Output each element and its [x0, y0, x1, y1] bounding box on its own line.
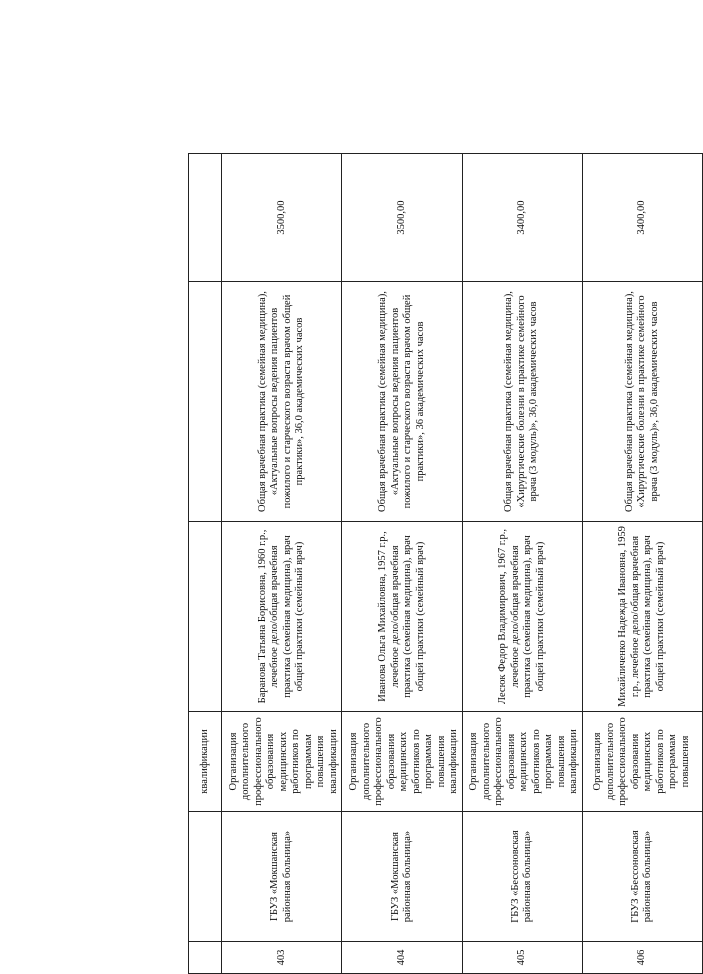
- table-row: [222, 154, 342, 974]
- employee-cell: Лесюк Федор Владимирович, 1967 г.р., лечебное дело/общая врачебная практика (семейная медицина), врач общей практики (семейный врач): [462, 522, 582, 712]
- header-cell-type: [189, 712, 222, 812]
- activity-type-text: Организация дополнительного профессионального образования медицинских работников по программам повышения: [592, 717, 691, 806]
- employee-cell: Иванова Ольга Михайловна, 1957 г.р., лечебное дело/общая врачебная практика (семейная медицина), врач общей практики (семейный врач): [342, 522, 462, 712]
- payments-table: [188, 153, 703, 974]
- organization-cell: ГБУЗ «Бессоновская районная больница»: [582, 812, 702, 942]
- header-cell-who: [189, 522, 222, 712]
- activity-type-text: Организация дополнительного профессионального образования медицинских работников по программам повышения квалификации: [227, 717, 339, 806]
- program-cell: Общая врачебная практика (семейная медицина), «Актуальные вопросы ведения пациентов пожилого и старческого возраста врачом общей практики», 36 академических часов: [342, 282, 462, 522]
- program-cell: Общая врачебная практика (семейная медицина), «Хирургические болезни в практике семейного врача (3 модуль)», 36,0 академических часов: [582, 282, 702, 522]
- table-row: [342, 154, 462, 974]
- activity-type-text: Организация дополнительного профессионального образования медицинских работников по программам повышения квалификации: [348, 717, 460, 806]
- organization-cell: ГБУЗ «Бессоновская районная больница»: [462, 812, 582, 942]
- table-row: [582, 154, 702, 974]
- header-cell-org: [189, 812, 222, 942]
- amount-cell: 3500,00: [222, 154, 342, 282]
- program-cell: Общая врачебная практика (семейная медицина), «Хирургические болезни в практике семейного врача (3 модуль)», 36,0 академических часов: [462, 282, 582, 522]
- program-cell: Общая врачебная практика (семейная медицина), «Актуальные вопросы ведения пациентов пожилого и старческого возраста врачом общей практики», 36,0 академических часов: [222, 282, 342, 522]
- amount-cell: 3400,00: [582, 154, 702, 282]
- table-header-continuation: [189, 154, 222, 974]
- amount-cell: 3400,00: [462, 154, 582, 282]
- rotated-table-wrapper: [188, 154, 703, 974]
- activity-type-cell: [342, 712, 462, 812]
- employee-cell: Баранова Татьяна Борисовна, 1960 г.р., лечебное дело/общая врачебная практика (семейная медицина), врач общей практики (семейный врач): [222, 522, 342, 712]
- table-row: [462, 154, 582, 974]
- activity-type-cell: [462, 712, 582, 812]
- organization-cell: ГБУЗ «Мокшанская районная больница»: [342, 812, 462, 942]
- header-cell-sum: [189, 154, 222, 282]
- organization-cell: ГБУЗ «Мокшанская районная больница»: [222, 812, 342, 942]
- header-type-tail: квалификации: [198, 729, 210, 794]
- header-cell-num: [189, 942, 222, 974]
- activity-type-cell: [582, 712, 702, 812]
- activity-type-cell: [222, 712, 342, 812]
- activity-type-text: Организация дополнительного профессионального образования медицинских работников по программам повышения квалификации: [468, 717, 580, 806]
- employee-cell: Михайличенко Надежда Ивановна, 1959 г.р., лечебное дело/общая врачебная практика (семейная медицина), врач общей практики (семейный врач): [582, 522, 702, 712]
- row-number: 404: [342, 942, 462, 974]
- header-cell-program: [189, 282, 222, 522]
- row-number: 406: [582, 942, 702, 974]
- row-number: 405: [462, 942, 582, 974]
- row-number: 403: [222, 942, 342, 974]
- amount-cell: 3500,00: [342, 154, 462, 282]
